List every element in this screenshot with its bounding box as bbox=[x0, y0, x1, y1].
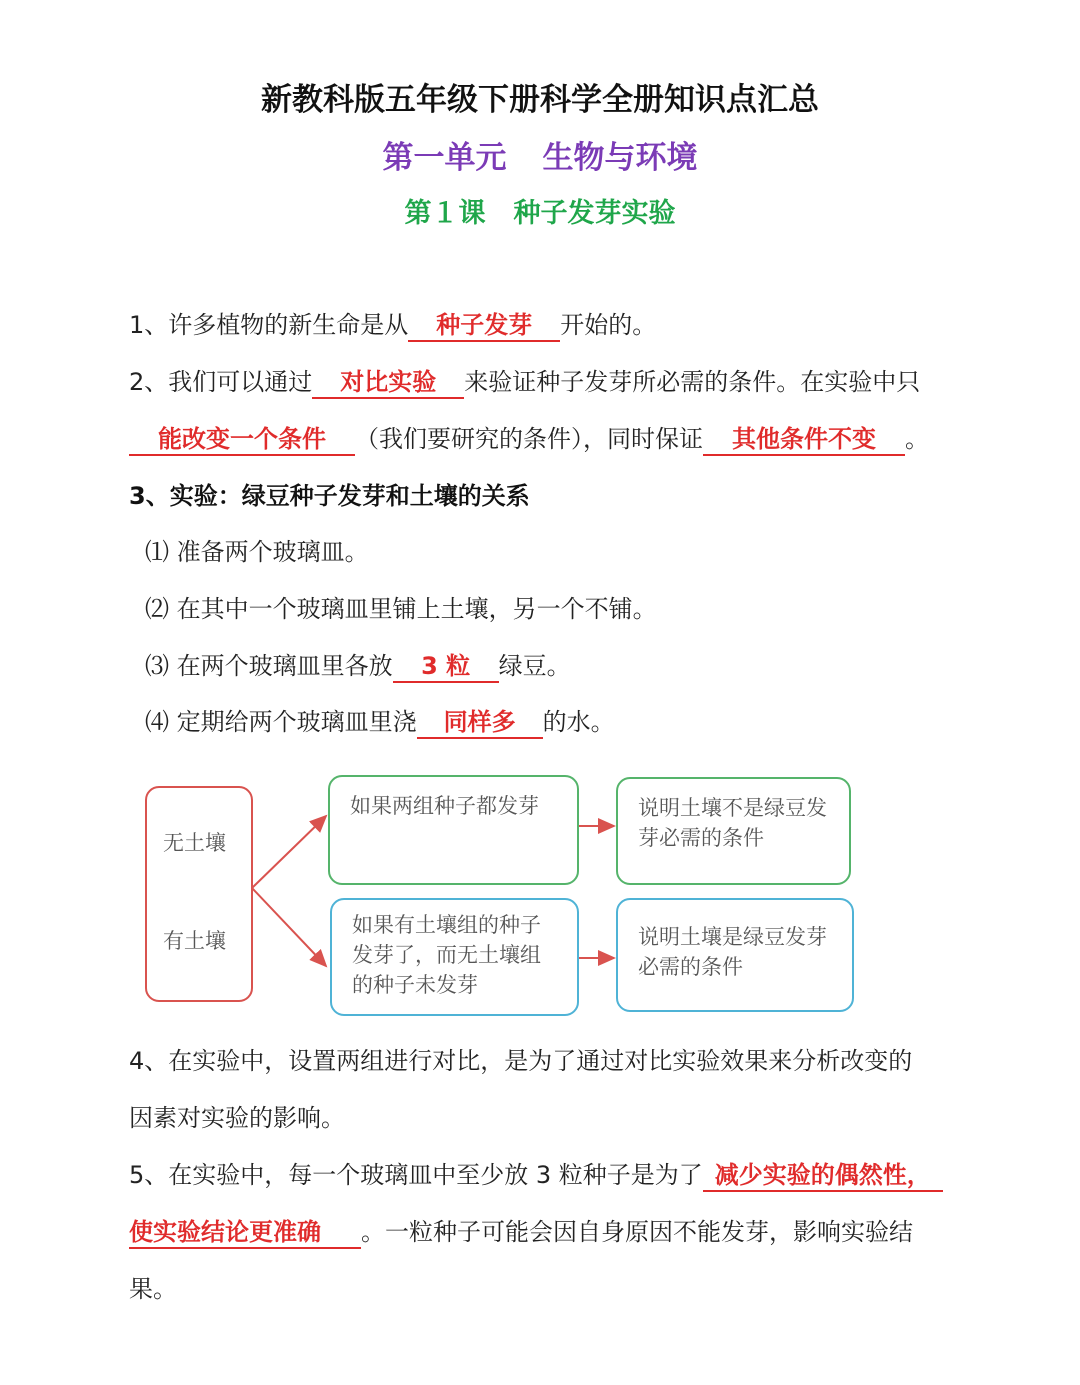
item-4-line-2: 因素对实验的影响。 bbox=[129, 1104, 345, 1132]
item-1-tail: 开始的。 bbox=[560, 311, 657, 339]
unit-heading bbox=[0, 132, 1080, 177]
item-2-mid2: （我们要研究的条件），同时保证 bbox=[355, 425, 703, 453]
lesson-heading bbox=[0, 191, 1080, 230]
item-5-mid: 。一粒种子可能会因自身原因不能发芽，影响实验结 bbox=[361, 1218, 913, 1246]
step-3 bbox=[145, 649, 571, 683]
soil-condition-box bbox=[145, 786, 253, 1002]
no-soil-label: 无土壤 bbox=[163, 831, 226, 855]
answer-blank: 对比实验 bbox=[312, 367, 464, 399]
step-2: ⑵ 在其中一个玻璃皿里铺上土壤，另一个不铺。 bbox=[145, 595, 657, 623]
item-1-text: 1、许多植物的新生命是从 bbox=[129, 311, 409, 339]
step-3-tail: 绿豆。 bbox=[498, 652, 571, 680]
answer-blank: 种子发芽 bbox=[408, 310, 560, 342]
step-3-text: ⑶ 在两个玻璃皿里各放 bbox=[145, 652, 393, 680]
item-4-line-1: 4、在实验中，设置两组进行对比，是为了通过对比实验效果来分析改变的 bbox=[129, 1047, 913, 1075]
answer-blank: 其他条件不变 bbox=[703, 424, 905, 456]
item-5-text: 5、在实验中，每一个玻璃皿中至少放 3 粒种子是为了 bbox=[129, 1161, 703, 1189]
item-2-tail: 。 bbox=[905, 425, 929, 453]
condition-box-2: 如果有土壤组的种子发芽了，而无土壤组的种子未发芽 bbox=[330, 898, 579, 1016]
item-2-line-1 bbox=[129, 365, 920, 399]
item-5-line-1 bbox=[129, 1158, 943, 1192]
page-title: 新教科版五年级下册科学全册知识点汇总 bbox=[261, 82, 819, 118]
item-3-heading: 3、实验：绿豆种子发芽和土壤的关系 bbox=[129, 482, 530, 510]
answer-blank: 使实验结论更准确 bbox=[129, 1217, 361, 1249]
step-4-text: ⑷ 定期给两个玻璃皿里浇 bbox=[145, 708, 417, 736]
item-2-mid: 来验证种子发芽所必需的条件。在实验中只 bbox=[464, 368, 921, 396]
item-5-line-2 bbox=[129, 1215, 913, 1249]
with-soil-label: 有土壤 bbox=[163, 929, 226, 953]
step-1: ⑴ 准备两个玻璃皿。 bbox=[145, 538, 369, 566]
answer-blank: 同样多 bbox=[417, 707, 543, 739]
unit-number: 第一单元 bbox=[382, 140, 507, 176]
answer-blank: 能改变一个条件 bbox=[129, 424, 355, 456]
item-2-text: 2、我们可以通过 bbox=[129, 368, 313, 396]
item-2-line-2 bbox=[129, 422, 929, 456]
item-1 bbox=[129, 308, 656, 342]
step-4 bbox=[145, 705, 615, 739]
lesson-name: 种子发芽实验 bbox=[513, 198, 676, 229]
item-5-line-3: 果。 bbox=[129, 1275, 177, 1303]
unit-name: 生物与环境 bbox=[542, 140, 698, 176]
experiment-diagram bbox=[140, 770, 860, 1020]
answer-blank: 减少实验的偶然性， bbox=[703, 1160, 943, 1192]
answer-blank: 3 粒 bbox=[393, 651, 499, 683]
condition-box-1: 如果两组种子都发芽 bbox=[328, 775, 579, 885]
arrow-up bbox=[252, 816, 326, 888]
arrow-down bbox=[252, 888, 326, 966]
step-4-tail: 的水。 bbox=[542, 708, 615, 736]
result-box-1: 说明土壤不是绿豆发芽必需的条件 bbox=[616, 777, 851, 885]
lesson-number: 第１课 bbox=[404, 198, 486, 229]
result-box-2: 说明土壤是绿豆发芽必需的条件 bbox=[616, 898, 854, 1012]
